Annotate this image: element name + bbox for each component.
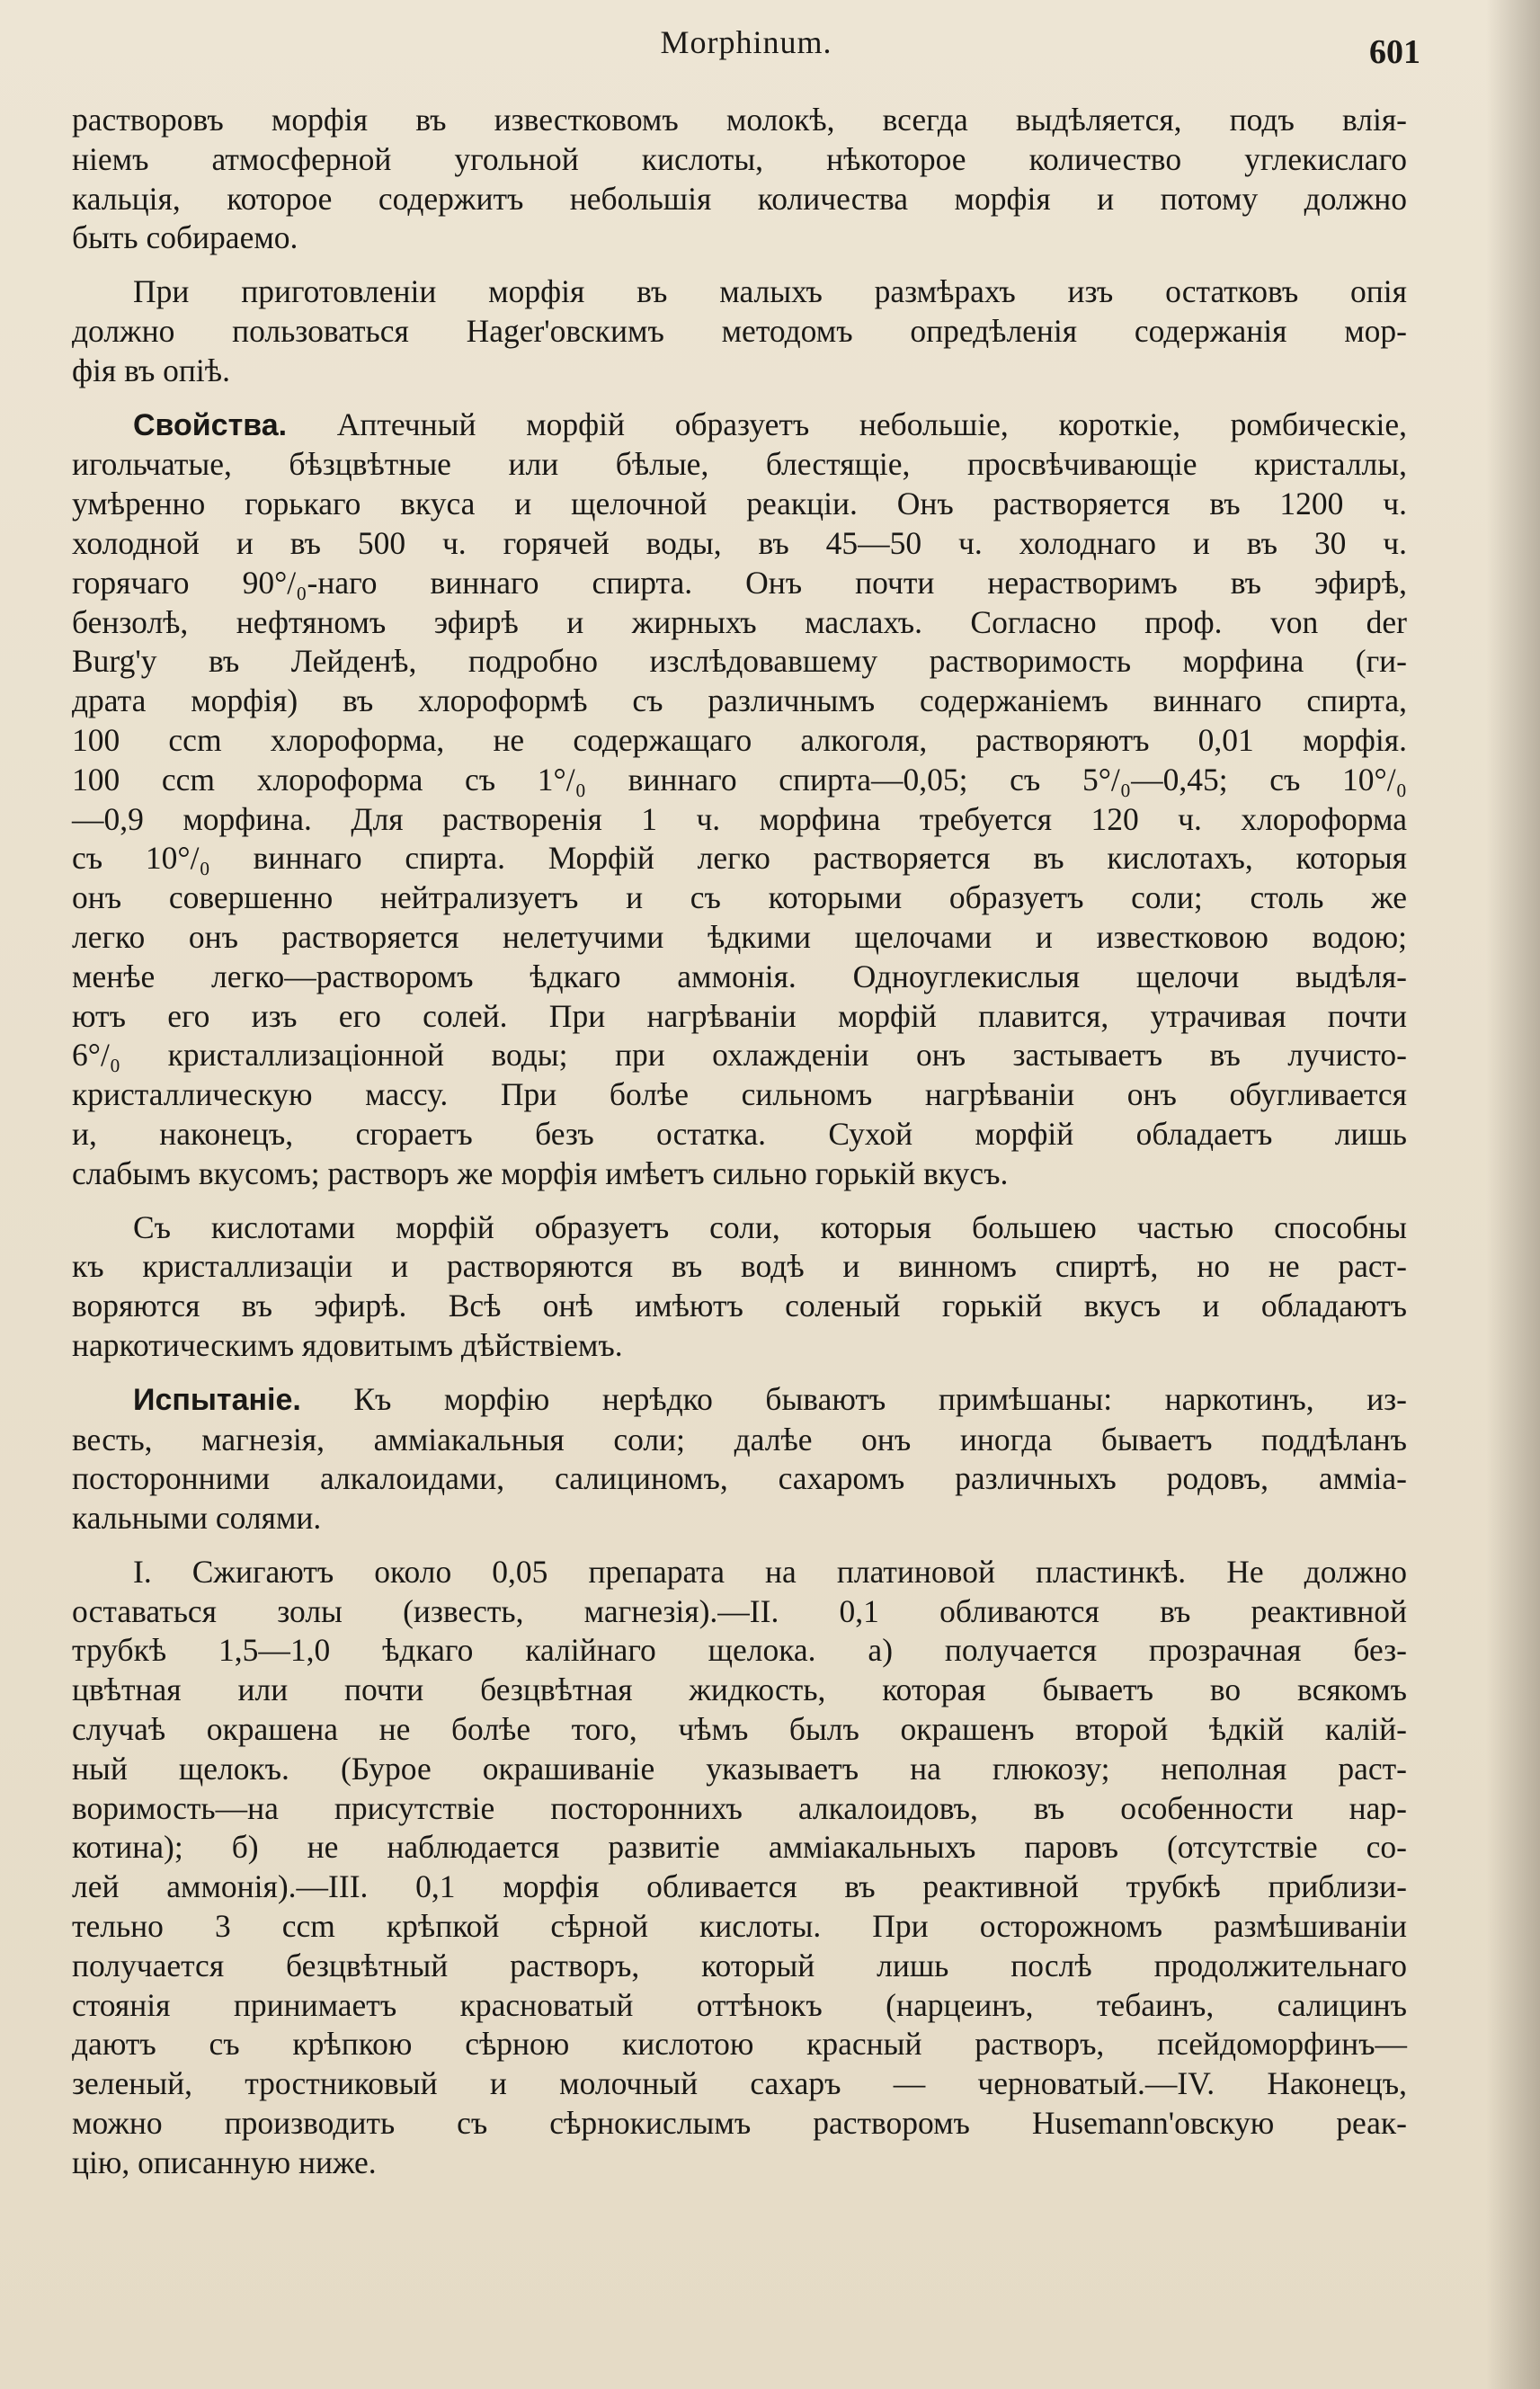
paragraph: [72, 1553, 1407, 2183]
text-line: воримость—на присутствіе постороннихъ алкалоидовъ, въ особенности нар-: [72, 1789, 1407, 1826]
page-header: [72, 20, 1420, 74]
text-line: 6°/₀ кристаллизаціонной воды; при охлажденіи онъ застываетъ въ лучисто-: [72, 1037, 1407, 1074]
text-line: Burg'у въ Лейденѣ, подробно изслѣдовавшему растворимость морфина (ги-: [72, 643, 1407, 680]
text-line: лей аммонія).—III. 0,1 морфія обливается въ реактивной трубкѣ приблизи-: [72, 1868, 1407, 1905]
text-line: При приготовленіи морфія въ малыхъ размѣрахъ изъ остатковъ опія: [133, 273, 1407, 310]
text-line: посторонними алкалоидами, салициномъ, сахаромъ различныхъ родовъ, аммiа-: [72, 1460, 1407, 1497]
text-line: воряются въ эфирѣ. Всѣ онѣ имѣютъ соленый горькій вкусъ и обладаютъ: [72, 1288, 1407, 1324]
text-line: холодной и въ 500 ч. горячей воды, въ 45—50 ч. холоднаго и въ 30 ч.: [72, 524, 1407, 561]
text-line: можно производить съ сѣрнокислымъ растворомъ Husemann'овскую реак-: [72, 2105, 1407, 2142]
text-line: получается безцвѣтный растворъ, который лишь послѣ продолжительнаго: [72, 1947, 1407, 1983]
body-text: [72, 101, 1407, 2197]
text-line: кальція, которое содержитъ небольшія количества морфія и потому должно: [72, 180, 1407, 217]
text-line: весть, магнезія, аммiакальныя соли; далѣе онъ иногда бываетъ поддѣланъ: [72, 1421, 1407, 1457]
text-line: съ 10°/₀ виннаго спирта. Морфій легко растворяется въ кислотахъ, которыя: [72, 840, 1407, 877]
section-heading: Свойства.: [133, 407, 288, 442]
text-line: горячаго 90°/₀-наго виннаго спирта. Онъ почти нерастворимъ въ эфирѣ,: [72, 564, 1407, 601]
paragraph: [72, 1208, 1407, 1366]
text-line: легко онъ растворяется нелетучими ѣдкими щелочами и известковою водою;: [72, 918, 1407, 955]
text-line: умѣренно горькаго вкуса и щелочной реакціи. Онъ растворяется въ 1200 ч.: [72, 486, 1407, 522]
paragraph: [72, 1380, 1407, 1538]
text-line: растворовъ морфія въ известковомъ молокѣ, всегда выдѣляется, подъ влія-: [72, 102, 1407, 138]
section-heading: Испытаніе.: [133, 1382, 301, 1417]
paragraph: [72, 272, 1407, 390]
paragraph: [72, 101, 1407, 258]
text-line: I. Сжигаютъ около 0,05 препарата на платиновой пластинкѣ. Не должно: [133, 1553, 1407, 1590]
text-line: цвѣтная или почти безцвѣтная жидкость, которая бываетъ во всякомъ: [72, 1671, 1407, 1708]
text-line: зеленый, тростниковый и молочный сахаръ — черноватый.—IV. Наконецъ,: [72, 2065, 1407, 2102]
text-line: ютъ его изъ его солей. При нагрѣваніи морфій плавится, утрачивая почти: [72, 997, 1407, 1034]
text-line: наркотическимъ ядовитымъ дѣйствіемъ.: [72, 1326, 623, 1363]
text-line: ный щелокъ. (Бурое окрашиваніе указываетъ на глюкозу; неполная раст-: [72, 1750, 1407, 1787]
text-line: стоянія принимаетъ красноватый оттѣнокъ (нарцеинъ, тебаинъ, салицинъ: [72, 1986, 1407, 2023]
text-line: Свойства. Аптечный морфій образуетъ небольшіе, короткіе, ромбическіе,: [133, 406, 1407, 442]
text-line: тельно 3 ccm крѣпкой сѣрной кислоты. При осторожномъ размѣшиваніи: [72, 1908, 1407, 1945]
text-line: 100 ccm хлороформа, не содержащаго алкоголя, растворяютъ 0,01 морфія.: [72, 721, 1407, 758]
text-line: онъ совершенно нейтрализуетъ и съ которыми образуетъ соли; столь же: [72, 879, 1407, 916]
text-line: ніемъ атмосферной угольной кислоты, нѣкоторое количество углекислаго: [72, 140, 1407, 177]
text-line: трубкѣ 1,5—1,0 ѣдкаго калійнаго щелока. а) получается прозрачная без-: [72, 1632, 1407, 1669]
text-line: и, наконецъ, сгораетъ безъ остатка. Сухой морфій обладаетъ лишь: [72, 1115, 1407, 1152]
text-line: драта морфія) въ хлороформѣ съ различнымъ содержаніемъ виннаго спирта,: [72, 682, 1407, 719]
text-line: цію, описанную ниже.: [72, 2144, 377, 2180]
text-line: случаѣ окрашена не болѣе того, чѣмъ былъ окрашенъ второй ѣдкій калій-: [72, 1711, 1407, 1748]
paragraph: [72, 406, 1407, 1194]
text-line: къ кристаллизаціи и растворяются въ водѣ и винномъ спиртѣ, но не раст-: [72, 1248, 1407, 1285]
text-line: котина); б) не наблюдается развитіе аммiакальныхъ паровъ (отсутствіе со-: [72, 1829, 1407, 1866]
page-number: 601: [1369, 33, 1420, 71]
text-line: слабымъ вкусомъ; растворъ же морфія имѣетъ сильно горькій вкусъ.: [72, 1154, 1009, 1191]
text-line: кристаллическую массу. При болѣе сильномъ нагрѣваніи онъ обугливается: [72, 1076, 1407, 1113]
text-line: кальными солями.: [72, 1500, 322, 1537]
text-line: —0,9 морфина. Для растворенія 1 ч. морфина требуется 120 ч. хлороформа: [72, 800, 1407, 837]
text-line: Съ кислотами морфій образуетъ соли, которыя большею частью способны: [133, 1208, 1407, 1245]
running-title: Morphinum.: [660, 24, 832, 60]
text-line: фія въ опіѣ.: [72, 352, 230, 388]
text-line: даютъ съ крѣпкою сѣрною кислотою красный растворъ, псейдоморфинъ—: [72, 2026, 1407, 2063]
text-line: бензолѣ, нефтяномъ эфирѣ и жирныхъ маслахъ. Согласно проф. von der: [72, 603, 1407, 640]
text-line: 100 ccm хлороформа съ 1°/₀ виннаго спирта—0,05; съ 5°/₀—0,45; съ 10°/₀: [72, 761, 1407, 798]
text-line: менѣе легко—растворомъ ѣдкаго аммонія. Одноуглекислыя щелочи выдѣля-: [72, 958, 1407, 994]
text-line: быть собираемо.: [72, 219, 298, 256]
text-line: Испытаніе. Къ морфію нерѣдко бываютъ примѣшаны: наркотинъ, из-: [133, 1380, 1407, 1417]
text-line: игольчатые, бѣзцвѣтные или бѣлые, блестящіе, просвѣчивающіе кристаллы,: [72, 446, 1407, 483]
text-line: должно пользоваться Hager'овскимъ методомъ опредѣленія содержанія мор-: [72, 312, 1407, 349]
text-line: оставаться золы (известь, магнезія).—II. 0,1 обливаются въ реактивной: [72, 1592, 1407, 1629]
